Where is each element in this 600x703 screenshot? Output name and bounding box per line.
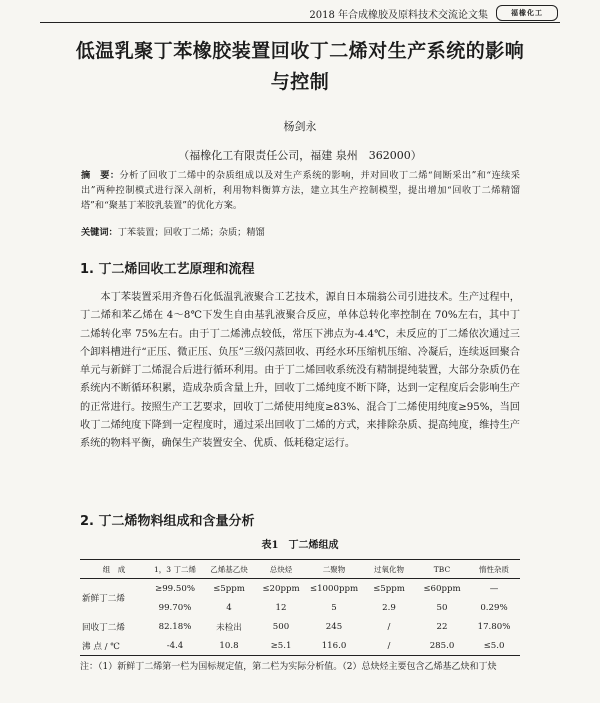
table-header-cell: 组 成: [102, 564, 126, 574]
table-cell: 245: [325, 621, 343, 632]
table-cell: —: [489, 583, 499, 594]
table-cell: 116.0: [321, 640, 347, 651]
table-cell: 17.80%: [477, 621, 511, 632]
table-caption: 表1 丁二烯组成: [261, 540, 339, 551]
table-cell: 50: [436, 602, 448, 613]
table-cell: ≤1000ppm: [309, 583, 359, 594]
table-header-cell: 乙烯基乙炔: [210, 564, 248, 574]
title-line-2: 与控制: [270, 71, 330, 93]
abstract-label: 摘 要：: [81, 170, 120, 181]
abstract-text: 分析了回收丁二烯中的杂质组成以及对生产系统的影响，并对回收丁二烯“间断采出”和“连续采出”两种控制模式进行深入剖析，利用物料衡算方法，建立其生产控制模型，提出增加“回收丁二烯精馏塔”和“聚基丁苯胶乳装置”的优化方案。: [81, 170, 520, 211]
table-cell: ≤60ppm: [423, 583, 461, 594]
table-row: [80, 617, 520, 636]
title-line-1: 低温乳聚丁苯橡胶装置回收丁二烯对生产系统的影响: [75, 40, 525, 62]
table-cell: 2.9: [382, 602, 396, 613]
table-cell: 22: [436, 621, 448, 632]
row-label: 回收丁二烯: [82, 622, 125, 633]
table-cell: 0.29%: [480, 602, 508, 613]
publisher-logo: 福橡化工: [496, 5, 558, 21]
keywords-text: 丁苯装置；回收丁二烯；杂质；精馏: [117, 227, 265, 238]
composition-table: [80, 559, 520, 656]
table-cell: 99.70%: [158, 602, 192, 613]
row-label: 沸 点 / ℃: [82, 641, 120, 652]
author: 杨剑永: [283, 120, 317, 133]
table-header-cell: 1，3 丁二烯: [154, 564, 196, 574]
table-row: [80, 636, 520, 656]
table-cell: -4.4: [166, 640, 184, 651]
table-cell: ≤5ppm: [213, 583, 245, 594]
table-cell: ≤20ppm: [262, 583, 300, 594]
table-cell: /: [387, 640, 391, 651]
table-cell: 10.8: [219, 640, 239, 651]
table-header-row: [80, 560, 520, 579]
table-note: 注：（1）新鲜丁二烯第一栏为国标规定值，第二栏为实际分析值。（2）总炔烃主要包含乙烯基乙炔和丁炔: [80, 662, 497, 672]
table-cell: 5: [331, 602, 337, 613]
table-header-cell: 过氧化物: [374, 564, 404, 574]
table-header-cell: 总炔烃: [269, 564, 293, 574]
paper-title: [0, 36, 600, 98]
table-cell: 12: [275, 602, 287, 613]
table-cell: 500: [272, 621, 290, 632]
affiliation: （福橡化工有限责任公司，福建 泉州 362000）: [178, 149, 422, 162]
table-cell: 4: [226, 602, 232, 613]
table-cell: ≤5.0: [483, 640, 505, 651]
table-cell: ≥5.1: [270, 640, 292, 651]
table-header-cell: 惰性杂质: [479, 564, 509, 574]
section-2-heading: 2. 丁二烯物料组成和含量分析: [80, 514, 255, 529]
running-header: [40, 6, 560, 23]
keywords: [81, 224, 520, 238]
keywords-label: 关键词：: [81, 227, 118, 238]
table-cell: 285.0: [429, 640, 455, 651]
table-cell: /: [387, 621, 391, 632]
table-cell: 未检出: [216, 622, 242, 633]
table-header-cell: TBC: [433, 564, 451, 574]
table-cell: ≤5ppm: [373, 583, 405, 594]
abstract: [81, 168, 520, 213]
running-title: 2018 年合成橡胶及原料技术交流论文集: [309, 10, 488, 21]
section-1-heading: 1. 丁二烯回收工艺原理和流程: [80, 262, 255, 277]
table-header-cell: 二聚物: [322, 564, 346, 574]
table-row: [80, 579, 520, 599]
table-cell: ≥99.50%: [155, 583, 195, 594]
row-label: 新鲜丁二烯: [82, 594, 125, 604]
table-cell: 82.18%: [158, 621, 192, 632]
section-1-paragraph: 本丁苯装置采用齐鲁石化低温乳液聚合工艺技术，源自日本瑞翁公司引进技术。生产过程中，丁二烯和苯乙烯在 4～8℃下发生自由基乳液聚合反应，单体总转化率控制在 70%左右，其中丁二烯转化率 75%左右。由于丁二烯沸点较低，常压下沸点为-4.4℃，未反应的丁二烯依次通过三个卸料槽进行“正压、微正压、负压”三级闪蒸回收、再经水环压缩机压缩、冷凝后，连续返回聚合单元与新鲜丁二烯混合后进行循环利用。由于丁二烯回收系统没有精制提纯装置，大部分杂质仍在系统内不断循环积累，造成杂质含量上升，回收丁二烯纯度不断下降，达到一定程度后会影响生产的正常进行。按照生产工艺要求，回收丁二烯使用纯度≥83%、混合丁二烯使用纯度≥95%，当回收丁二烯纯度下降到一定程度时，通过采出回收丁二烯的方式，来排除杂质、提高纯度，维持生产系统的物料平衡，确保生产装置安全、优质、低耗稳定运行。: [80, 292, 520, 450]
